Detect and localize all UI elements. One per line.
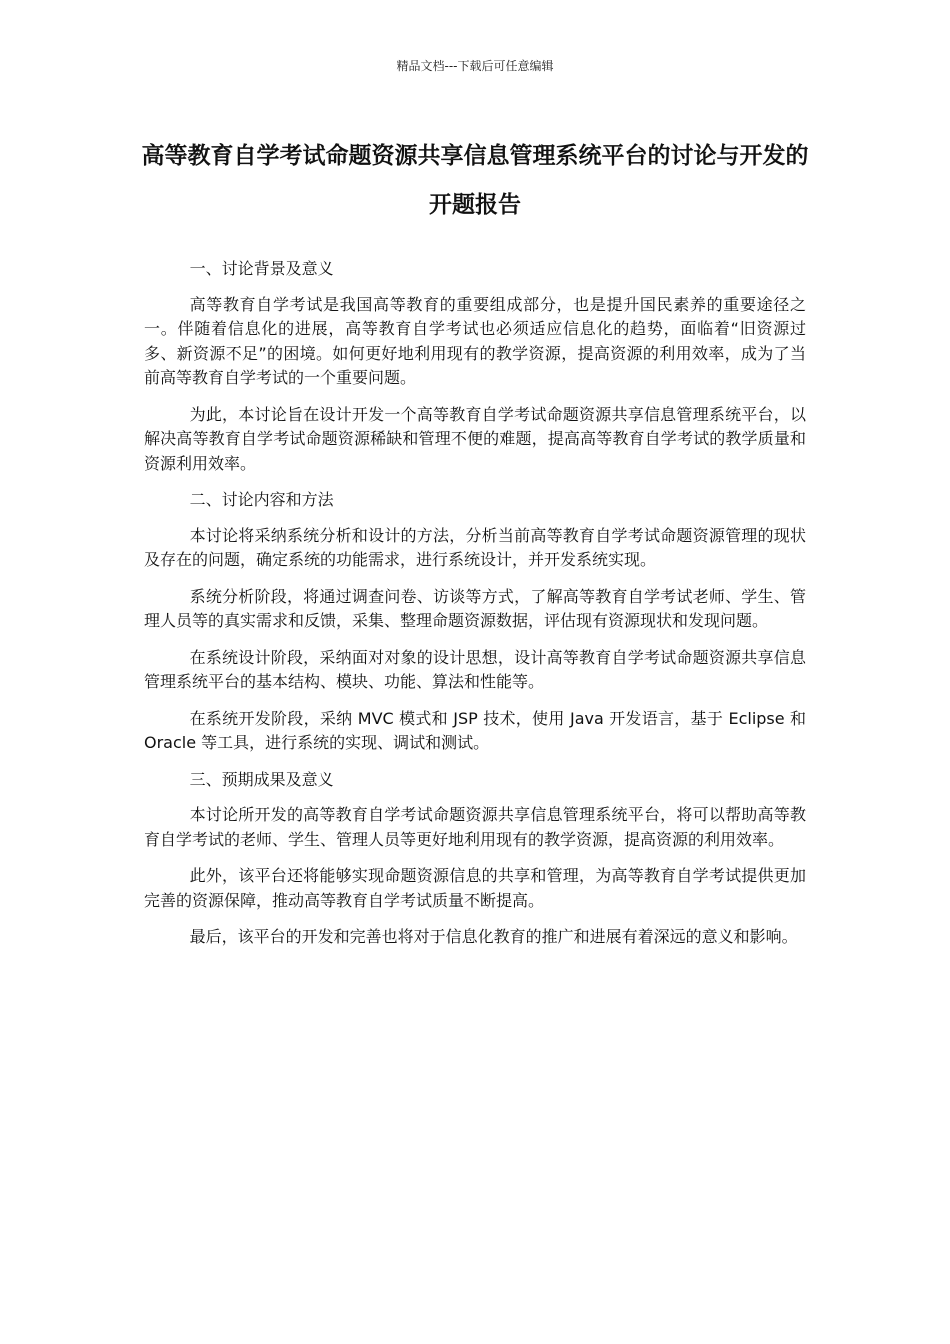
body-paragraph: 系统分析阶段，将通过调查问卷、访谈等方式，了解高等教育自学考试老师、学生、管理人员等的真实需求和反馈，采集、整理命题资源数据，评估现有资源现状和发现问题。 [144,586,806,630]
body-paragraph: 最后，该平台的开发和完善也将对于信息化教育的推广和进展有着深远的意义和影响。 [189,927,798,946]
section-heading: 一、讨论背景及意义 [189,259,334,278]
section-heading: 三、预期成果及意义 [189,769,334,789]
body-paragraph: 在系统开发阶段，采纳 MVC 模式和 JSP 技术，使用 Java 开发语言，基于 Eclipse 和 Oracle 等工具，进行系统的实现、调试和测试。 [144,708,806,752]
document-title: 高等教育自学考试命题资源共享信息管理系统平台的讨论与开发的开题报告 [141,143,809,218]
body-paragraph: 此外，该平台还将能够实现命题资源信息的共享和管理，为高等教育自学考试提供更加完善的资源保障，推动高等教育自学考试质量不断提高。 [144,866,806,910]
body-paragraph: 在系统设计阶段，采纳面对对象的设计思想，设计高等教育自学考试命题资源共享信息管理系统平台的基本结构、模块、功能、算法和性能等。 [144,647,806,691]
document-body [144,257,806,962]
header-note: 精品文档---下载后可任意编辑 [396,59,554,73]
section-heading: 二、讨论内容和方法 [189,490,334,509]
body-paragraph: 为此，本讨论旨在设计开发一个高等教育自学考试命题资源共享信息管理系统平台，以解决高等教育自学考试命题资源稀缺和管理不便的难题，提高高等教育自学考试的教学质量和资源利用效率。 [144,404,806,473]
body-paragraph: 高等教育自学考试是我国高等教育的重要组成部分，也是提升国民素养的重要途径之一。伴随着信息化的进展，高等教育自学考试也必须适应信息化的趋势，面临着“旧资源过多、新资源不足”的困境。如何更好地利用现有的教学资源，提高资源的利用效率，成为了当前高等教育自学考试的一个重要问题。 [144,294,806,387]
body-paragraph: 本讨论将采纳系统分析和设计的方法，分析当前高等教育自学考试命题资源管理的现状及存在的问题，确定系统的功能需求，进行系统设计，并开发系统实现。 [144,525,806,569]
body-paragraph: 本讨论所开发的高等教育自学考试命题资源共享信息管理系统平台，将可以帮助高等教育自学考试的老师、学生、管理人员等更好地利用现有的教学资源，提高资源的利用效率。 [144,805,806,849]
